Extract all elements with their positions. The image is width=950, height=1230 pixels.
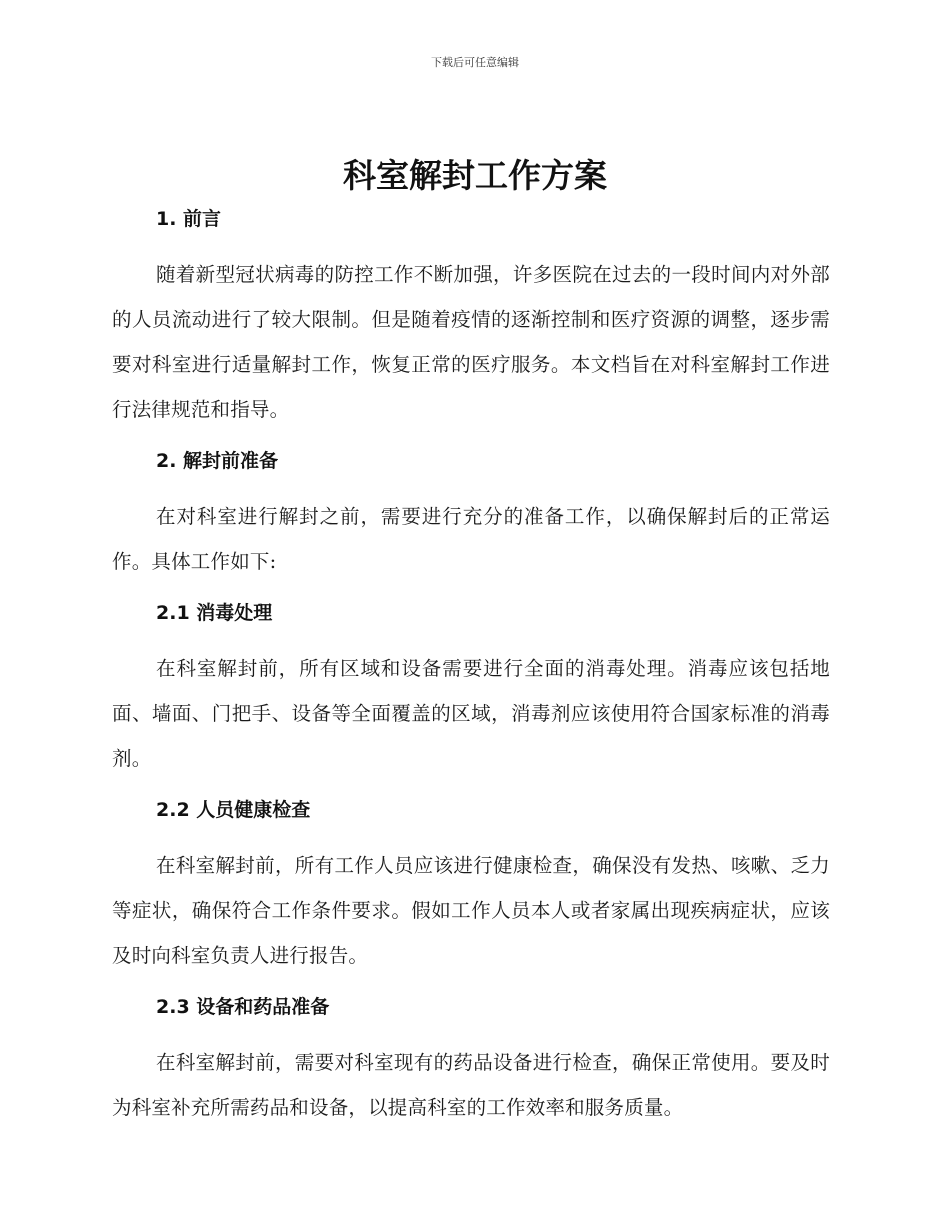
section-paragraph: 在科室解封前，所有区域和设备需要进行全面的消毒处理。消毒应该包括地面、墙面、门把手、设备等全面覆盖的区域，消毒剂应该使用符合国家标准的消毒剂。 (112, 657, 830, 770)
section-paragraph: 在对科室进行解封之前，需要进行充分的准备工作，以确保解封后的正常运作。具体工作如下: (112, 505, 830, 573)
section-heading: 2.1 消毒处理 (156, 602, 273, 624)
section-heading: 2. 解封前准备 (156, 450, 279, 472)
header-note: 下载后可任意编辑 (431, 56, 519, 69)
section-paragraph: 在科室解封前，所有工作人员应该进行健康检查，确保没有发热、咳嗽、乏力等症状，确保符合工作条件要求。假如工作人员本人或者家属出现疾病症状，应该及时向科室负责人进行报告。 (112, 854, 830, 967)
document-title: 科室解封工作方案 (343, 156, 607, 195)
section-heading: 2.2 人员健康检查 (156, 799, 311, 821)
section-paragraph: 在科室解封前，需要对科室现有的药品设备进行检查，确保正常使用。要及时为科室补充所需药品和设备，以提高科室的工作效率和服务质量。 (112, 1051, 830, 1119)
section-heading: 1. 前言 (156, 208, 222, 230)
document-body (112, 204, 830, 1130)
section-paragraph: 随着新型冠状病毒的防控工作不断加强，许多医院在过去的一段时间内对外部的人员流动进行了较大限制。但是随着疫情的逐渐控制和医疗资源的调整，逐步需要对科室进行适量解封工作，恢复正常的医疗服务。本文档旨在对科室解封工作进行法律规范和指导。 (112, 263, 830, 421)
section-heading: 2.3 设备和药品准备 (156, 996, 330, 1018)
